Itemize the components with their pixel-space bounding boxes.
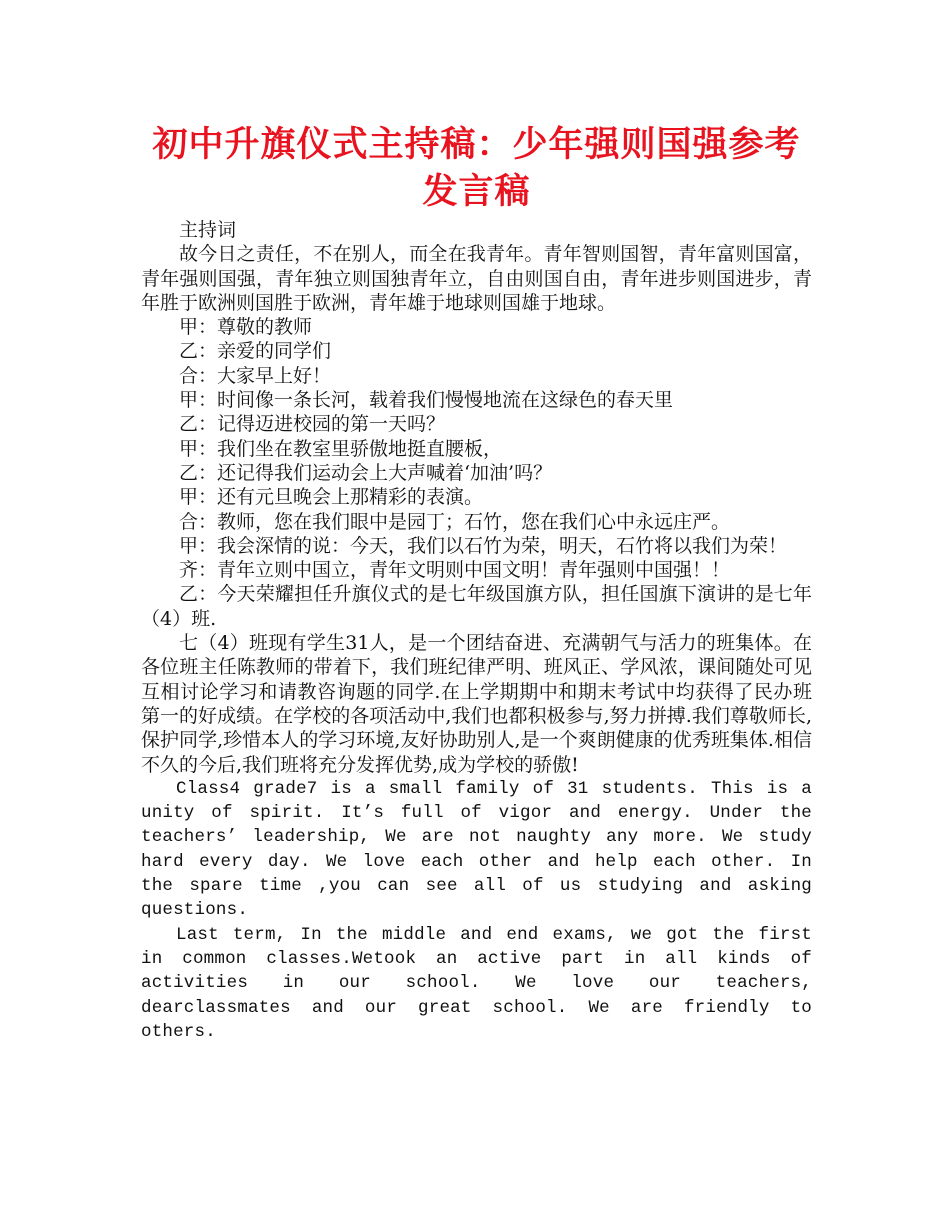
paragraph-english-intro: Class4 grade7 is a small family of 31 students. This is a unity of spirit. It’s full of vigor and energy. Under the teachers’ leadership, We are not naughty any more. We study hard every day. We love each other and help each other. In the spare time ,you can see all of us studying and asking questions. bbox=[141, 778, 812, 921]
document-title: 初中升旗仪式主持稿：少年强则国强参考发言稿 bbox=[152, 125, 801, 212]
paragraph-heading: 主持词 bbox=[179, 219, 237, 241]
dialogue-line: 甲：我会深情的说：今天，我们以石竹为荣，明天，石竹将以我们为荣！ bbox=[179, 534, 788, 557]
document-page bbox=[141, 122, 812, 1044]
document-body bbox=[141, 218, 812, 1044]
paragraph-class-intro: 七（4）班现有学生31人，是一个团结奋进、充满朝气与活力的班集体。在各位班主任陈教师的带着下，我们班纪律严明、班风正、学风浓，课间随处可见互相讨论学习和请教咨询题的同学.在上学期期中和期末考试中均获得了民办班第一的好成绩。在学校的各项活动中,我们也都积极参与,努力拼搏.我们尊敬师长,保护同学,珍惜本人的学习环境,友好协助别人,是一个爽朗健康的优秀班集体.相信不久的今后,我们班将充分发挥优势,成为学校的骄傲! bbox=[141, 632, 812, 776]
dialogue-line: 甲：我们坐在教室里骄傲地挺直腰板， bbox=[179, 437, 503, 460]
dialogue-line: 合：教师，您在我们眼中是园丁；石竹，您在我们心中永远庄严。 bbox=[179, 510, 731, 533]
paragraph-quote: 故今日之责任，不在别人，而全在我青年。青年智则国智，青年富则国富，青年强则国强，青年独立则国独青年立，自由则国自由，青年进步则国进步，青年胜于欧洲则国胜于欧洲，青年雄于地球则国雄于地球。 bbox=[141, 243, 812, 314]
dialogue-line: 甲：尊敬的教师 bbox=[179, 316, 313, 339]
dialogue-line: 甲：还有元旦晚会上那精彩的表演。 bbox=[179, 486, 484, 509]
dialogue-line: 乙：亲爱的同学们 bbox=[179, 340, 332, 363]
dialogue-line: 乙：今天荣耀担任升旗仪式的是七年级国旗方队，担任国旗下演讲的是七年（4）班. bbox=[141, 583, 812, 630]
paragraph-english-achievements: Last term, In the middle and end exams, we got the first in common classes.Wetook an active part in all kinds of activities in our school. We love our teachers, dearclassmates and our great school. We are friendly to others. bbox=[141, 924, 812, 1042]
dialogue-line: 乙：还记得我们运动会上大声喊着‘加油’吗？ bbox=[179, 461, 553, 484]
dialogue-line: 乙：记得迈进校园的第一天吗？ bbox=[179, 413, 446, 436]
dialogue-line: 合：大家早上好！ bbox=[179, 364, 332, 387]
dialogue-line: 齐：青年立则中国立，青年文明则中国文明！青年强则中国强！！ bbox=[179, 559, 731, 582]
dialogue-line: 甲：时间像一条长河，载着我们慢慢地流在这绿色的春天里 bbox=[179, 389, 674, 412]
